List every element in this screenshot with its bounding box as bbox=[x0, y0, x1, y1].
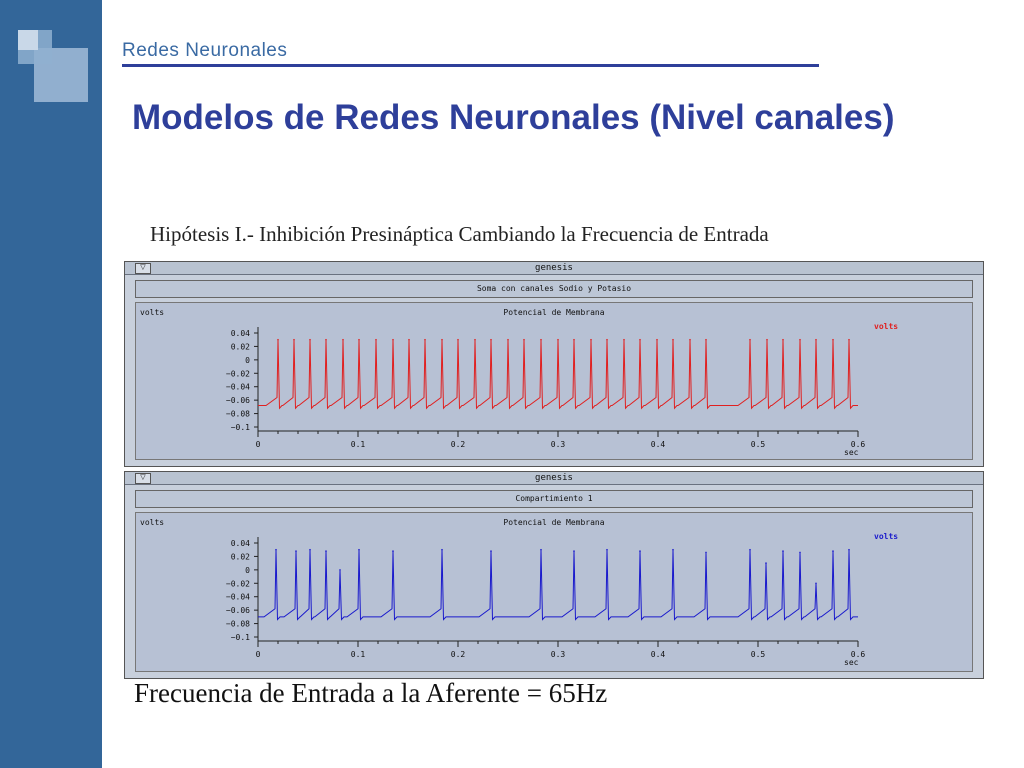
left-accent-bar bbox=[0, 0, 102, 768]
spike-peak-point bbox=[832, 339, 834, 341]
spike-peak-point bbox=[705, 339, 707, 341]
decorative-square-small bbox=[18, 30, 38, 50]
spike-peak-point bbox=[293, 339, 295, 341]
spike-peak-point bbox=[375, 339, 377, 341]
spike-peak-point bbox=[358, 549, 360, 551]
y-tick-label: −0.08 bbox=[225, 619, 250, 629]
panel-header-soma: Soma con canales Sodio y Potasio bbox=[135, 280, 973, 298]
spike-peak-point bbox=[573, 339, 575, 341]
page-title: Modelos de Redes Neuronales (Nivel canales) bbox=[132, 98, 895, 137]
spike-peak-point bbox=[490, 339, 492, 341]
spike-peak-point bbox=[815, 583, 817, 585]
legend-label: volts bbox=[874, 322, 899, 331]
spike-peak-point bbox=[799, 552, 801, 554]
spike-peak-point bbox=[309, 339, 311, 341]
y-tick-label: −0.08 bbox=[225, 409, 250, 419]
spike-peak-point bbox=[782, 339, 784, 341]
chart-title: Potencial de Membrana bbox=[503, 308, 605, 317]
genesis-window-soma bbox=[124, 261, 984, 467]
spike-peak-point bbox=[441, 339, 443, 341]
spike-peak-point bbox=[848, 339, 850, 341]
spike-peak-point bbox=[540, 549, 542, 551]
spike-peak-point bbox=[765, 562, 767, 564]
spike-peak-point bbox=[339, 569, 341, 571]
spike-peak-point bbox=[656, 339, 658, 341]
spike-peak-point bbox=[705, 552, 707, 554]
x-tick-label: 0 bbox=[255, 440, 261, 449]
spike-peak-point bbox=[623, 339, 625, 341]
spike-peak-point bbox=[639, 550, 641, 552]
spike-peak-point bbox=[358, 339, 360, 341]
y-tick-label: −0.02 bbox=[225, 369, 250, 379]
x-tick-label: 0.4 bbox=[650, 440, 666, 449]
spike-peak-point bbox=[309, 549, 311, 551]
spike-peak-point bbox=[557, 339, 559, 341]
spike-peak-point bbox=[672, 549, 674, 551]
panel-header-compartment: Compartimiento 1 bbox=[135, 490, 973, 508]
window-titlebar bbox=[125, 262, 983, 275]
spike-peak-point bbox=[540, 339, 542, 341]
x-tick-label: 0 bbox=[255, 650, 261, 659]
y-tick-label: 0.04 bbox=[230, 539, 250, 548]
y-tick-label: −0.1 bbox=[230, 423, 250, 432]
membrane-potential-trace bbox=[258, 550, 858, 620]
x-tick-label: 0.2 bbox=[450, 650, 466, 659]
y-tick-label: 0.02 bbox=[230, 552, 250, 562]
x-tick-label: 0.4 bbox=[650, 650, 666, 659]
y-tick-label: −0.1 bbox=[230, 633, 250, 642]
x-tick-label: 0.5 bbox=[750, 650, 766, 659]
spike-peak-point bbox=[606, 339, 608, 341]
x-tick-label: 0.3 bbox=[550, 650, 566, 659]
spike-peak-point bbox=[277, 339, 279, 341]
y-tick-label: 0 bbox=[245, 355, 250, 365]
window-title: genesis bbox=[535, 473, 573, 483]
x-tick-label: 0.2 bbox=[450, 440, 466, 449]
membrane-potential-trace bbox=[258, 340, 858, 409]
spike-peak-point bbox=[325, 339, 327, 341]
membrane-potential-chart-red bbox=[136, 303, 974, 461]
spike-peak-point bbox=[749, 549, 751, 551]
spike-peak-point bbox=[523, 339, 525, 341]
spike-peak-point bbox=[799, 339, 801, 341]
spike-peak-point bbox=[749, 339, 751, 341]
spike-peak-point bbox=[606, 549, 608, 551]
spike-peak-point bbox=[457, 339, 459, 341]
spike-peak-point bbox=[392, 339, 394, 341]
y-axis-unit-label: volts bbox=[140, 308, 165, 317]
spike-peak-point bbox=[766, 339, 768, 341]
spike-peak-point bbox=[441, 549, 443, 551]
spike-peak-point bbox=[507, 339, 509, 341]
spike-peak-point bbox=[295, 550, 297, 552]
y-tick-label: 0 bbox=[245, 565, 250, 575]
window-title: genesis bbox=[535, 263, 573, 273]
spike-peak-point bbox=[782, 550, 784, 552]
spike-peak-point bbox=[424, 339, 426, 341]
y-tick-label: −0.04 bbox=[225, 592, 250, 602]
x-tick-label: 0.6 bbox=[850, 440, 866, 449]
plot-area-soma bbox=[135, 302, 973, 460]
spike-peak-point bbox=[573, 550, 575, 552]
spike-peak-point bbox=[672, 339, 674, 341]
spike-peak-point bbox=[689, 339, 691, 341]
spike-peak-point bbox=[590, 339, 592, 341]
spike-peak-point bbox=[490, 550, 492, 552]
input-frequency-caption: Frecuencia de Entrada a la Aferente = 65Hz bbox=[134, 678, 608, 708]
y-tick-label: 0.04 bbox=[230, 329, 250, 338]
spike-peak-point bbox=[408, 339, 410, 341]
x-tick-label: 0.5 bbox=[750, 440, 766, 449]
window-menu-button[interactable]: ▽ bbox=[135, 473, 151, 484]
hypothesis-caption: Hipótesis I.- Inhibición Presináptica Cambiando la Frecuencia de Entrada bbox=[150, 222, 769, 246]
section-subtitle: Redes Neuronales bbox=[122, 40, 288, 61]
x-tick-label: 0.1 bbox=[350, 650, 366, 659]
x-tick-label: 0.1 bbox=[350, 440, 366, 449]
x-tick-label: 0.3 bbox=[550, 440, 566, 449]
spike-peak-point bbox=[639, 339, 641, 341]
y-tick-label: −0.04 bbox=[225, 382, 250, 392]
spike-peak-point bbox=[848, 549, 850, 551]
y-tick-label: −0.06 bbox=[225, 606, 250, 616]
spike-peak-point bbox=[275, 549, 277, 551]
spike-peak-point bbox=[325, 550, 327, 552]
spike-peak-point bbox=[815, 339, 817, 341]
legend-label: volts bbox=[874, 532, 899, 541]
chart-title: Potencial de Membrana bbox=[503, 518, 605, 527]
y-tick-label: −0.06 bbox=[225, 396, 250, 406]
subtitle-underline bbox=[122, 64, 819, 67]
y-tick-label: −0.02 bbox=[225, 579, 250, 589]
spike-peak-point bbox=[342, 339, 344, 341]
y-tick-label: 0.02 bbox=[230, 342, 250, 352]
x-axis-unit-label: sec bbox=[844, 448, 859, 457]
window-titlebar bbox=[125, 472, 983, 485]
membrane-potential-chart-blue bbox=[136, 513, 974, 673]
spike-peak-point bbox=[832, 550, 834, 552]
x-tick-label: 0.6 bbox=[850, 650, 866, 659]
plot-area-compartment bbox=[135, 512, 973, 672]
y-axis-unit-label: volts bbox=[140, 518, 165, 527]
spike-peak-point bbox=[392, 550, 394, 552]
window-menu-button[interactable]: ▽ bbox=[135, 263, 151, 274]
spike-peak-point bbox=[474, 339, 476, 341]
x-axis-unit-label: sec bbox=[844, 658, 859, 667]
genesis-window-compartment bbox=[124, 471, 984, 679]
